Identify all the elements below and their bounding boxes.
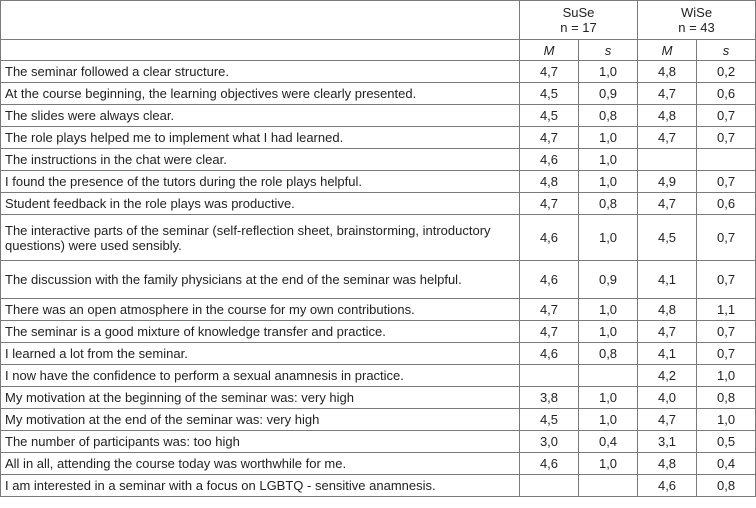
wise-sd-value: 0,8 — [697, 475, 756, 497]
suse-sd-value: 1,0 — [579, 409, 638, 431]
table-row — [1, 343, 756, 365]
suse-mean-value: 4,7 — [520, 193, 579, 215]
item-text: Student feedback in the role plays was productive. — [1, 193, 520, 215]
suse-sd-value: 0,8 — [579, 343, 638, 365]
item-text: I learned a lot from the seminar. — [1, 343, 520, 365]
table-row — [1, 149, 756, 171]
item-text: The instructions in the chat were clear. — [1, 149, 520, 171]
group-name-wise: WiSe — [680, 5, 713, 20]
wise-sd-value — [697, 149, 756, 171]
wise-mean-value: 4,0 — [638, 387, 697, 409]
wise-sd-value: 0,7 — [697, 105, 756, 127]
wise-sd-value: 0,8 — [697, 387, 756, 409]
suse-sd-value: 0,8 — [579, 193, 638, 215]
table-row — [1, 321, 756, 343]
wise-sd-value: 0,5 — [697, 431, 756, 453]
suse-sd-value: 1,0 — [579, 149, 638, 171]
wise-mean-value: 4,8 — [638, 61, 697, 83]
wise-sd-value: 0,2 — [697, 61, 756, 83]
suse-sd-value: 1,0 — [579, 299, 638, 321]
suse-sd-value: 0,8 — [579, 105, 638, 127]
wise-sd-value: 0,7 — [697, 321, 756, 343]
suse-sd-value: 0,9 — [579, 83, 638, 105]
table-row — [1, 453, 756, 475]
table-body — [1, 61, 756, 497]
wise-mean-value: 4,7 — [638, 83, 697, 105]
suse-mean-value: 4,6 — [520, 215, 579, 261]
item-text: The role plays helped me to implement what I had learned. — [1, 127, 520, 149]
wise-mean-value: 4,7 — [638, 409, 697, 431]
wise-mean-value: 4,7 — [638, 127, 697, 149]
wise-sd-value: 0,6 — [697, 83, 756, 105]
wise-mean-value: 4,8 — [638, 299, 697, 321]
suse-mean-value: 4,6 — [520, 453, 579, 475]
item-text: The number of participants was: too high — [1, 431, 520, 453]
wise-mean-value: 3,1 — [638, 431, 697, 453]
table-row — [1, 365, 756, 387]
wise-mean-value: 4,2 — [638, 365, 697, 387]
suse-sd-value: 0,4 — [579, 431, 638, 453]
item-text: The interactive parts of the seminar (self-reflection sheet, brainstorming, introductory questions) were used sensibly. — [1, 215, 520, 261]
wise-mean-value: 4,5 — [638, 215, 697, 261]
suse-mean-value: 4,5 — [520, 105, 579, 127]
group-name-suse: SuSe — [562, 5, 595, 20]
wise-mean-value: 4,8 — [638, 453, 697, 475]
suse-sd-value — [579, 475, 638, 497]
item-text: The discussion with the family physicians at the end of the seminar was helpful. — [1, 261, 520, 299]
suse-mean-value: 3,8 — [520, 387, 579, 409]
suse-mean-value: 4,5 — [520, 409, 579, 431]
item-text: I found the presence of the tutors during the role plays helpful. — [1, 171, 520, 193]
group-header-row — [1, 1, 756, 40]
wise-sd-value: 0,6 — [697, 193, 756, 215]
group-header-wise — [638, 1, 756, 40]
wise-sd-value: 0,7 — [697, 127, 756, 149]
table-row — [1, 215, 756, 261]
table-row — [1, 431, 756, 453]
suse-sd-value — [579, 365, 638, 387]
item-text: The seminar is a good mixture of knowledge transfer and practice. — [1, 321, 520, 343]
table-row — [1, 127, 756, 149]
suse-sd-value: 1,0 — [579, 215, 638, 261]
wise-sd-value: 0,7 — [697, 261, 756, 299]
table-row — [1, 171, 756, 193]
table-row — [1, 409, 756, 431]
table-row — [1, 261, 756, 299]
wise-sd-header: s — [697, 40, 756, 61]
item-text: I now have the confidence to perform a sexual anamnesis in practice. — [1, 365, 520, 387]
suse-mean-value: 4,7 — [520, 321, 579, 343]
wise-mean-value: 4,9 — [638, 171, 697, 193]
header-empty-cell — [1, 1, 520, 40]
wise-mean-value — [638, 149, 697, 171]
wise-sd-value: 0,4 — [697, 453, 756, 475]
suse-mean-value: 4,7 — [520, 127, 579, 149]
item-text: At the course beginning, the learning objectives were clearly presented. — [1, 83, 520, 105]
table-row — [1, 387, 756, 409]
suse-mean-value: 4,6 — [520, 261, 579, 299]
suse-sd-header: s — [579, 40, 638, 61]
item-text: My motivation at the end of the seminar was: very high — [1, 409, 520, 431]
group-n-suse: n = 17 — [560, 20, 597, 35]
table-row — [1, 193, 756, 215]
group-header-suse — [520, 1, 638, 40]
item-text: All in all, attending the course today was worthwhile for me. — [1, 453, 520, 475]
item-text: The seminar followed a clear structure. — [1, 61, 520, 83]
item-text: My motivation at the beginning of the seminar was: very high — [1, 387, 520, 409]
wise-sd-value: 0,7 — [697, 171, 756, 193]
wise-mean-value: 4,6 — [638, 475, 697, 497]
wise-mean-value: 4,8 — [638, 105, 697, 127]
table-row — [1, 105, 756, 127]
group-n-wise: n = 43 — [678, 20, 715, 35]
suse-sd-value: 1,0 — [579, 171, 638, 193]
suse-mean-value: 4,6 — [520, 343, 579, 365]
suse-sd-value: 1,0 — [579, 321, 638, 343]
wise-mean-value: 4,7 — [638, 193, 697, 215]
wise-sd-value: 1,0 — [697, 365, 756, 387]
suse-mean-header: M — [520, 40, 579, 61]
suse-sd-value: 1,0 — [579, 453, 638, 475]
suse-mean-value: 4,7 — [520, 61, 579, 83]
stat-header-empty-cell — [1, 40, 520, 61]
suse-mean-value — [520, 365, 579, 387]
item-text: I am interested in a seminar with a focus on LGBTQ - sensitive anamnesis. — [1, 475, 520, 497]
suse-mean-value: 4,7 — [520, 299, 579, 321]
table-row — [1, 83, 756, 105]
wise-sd-value: 0,7 — [697, 215, 756, 261]
wise-mean-header: M — [638, 40, 697, 61]
wise-mean-value: 4,1 — [638, 343, 697, 365]
wise-sd-value: 1,1 — [697, 299, 756, 321]
suse-sd-value: 1,0 — [579, 387, 638, 409]
suse-sd-value: 1,0 — [579, 61, 638, 83]
suse-mean-value: 4,6 — [520, 149, 579, 171]
wise-mean-value: 4,1 — [638, 261, 697, 299]
suse-mean-value: 4,5 — [520, 83, 579, 105]
suse-sd-value: 0,9 — [579, 261, 638, 299]
wise-mean-value: 4,7 — [638, 321, 697, 343]
suse-mean-value: 4,8 — [520, 171, 579, 193]
wise-sd-value: 1,0 — [697, 409, 756, 431]
table-row — [1, 299, 756, 321]
table-row — [1, 61, 756, 83]
wise-sd-value: 0,7 — [697, 343, 756, 365]
item-text: The slides were always clear. — [1, 105, 520, 127]
stat-header-row — [1, 40, 756, 61]
suse-mean-value: 3,0 — [520, 431, 579, 453]
suse-mean-value — [520, 475, 579, 497]
item-text: There was an open atmosphere in the course for my own contributions. — [1, 299, 520, 321]
table-row — [1, 475, 756, 497]
suse-sd-value: 1,0 — [579, 127, 638, 149]
